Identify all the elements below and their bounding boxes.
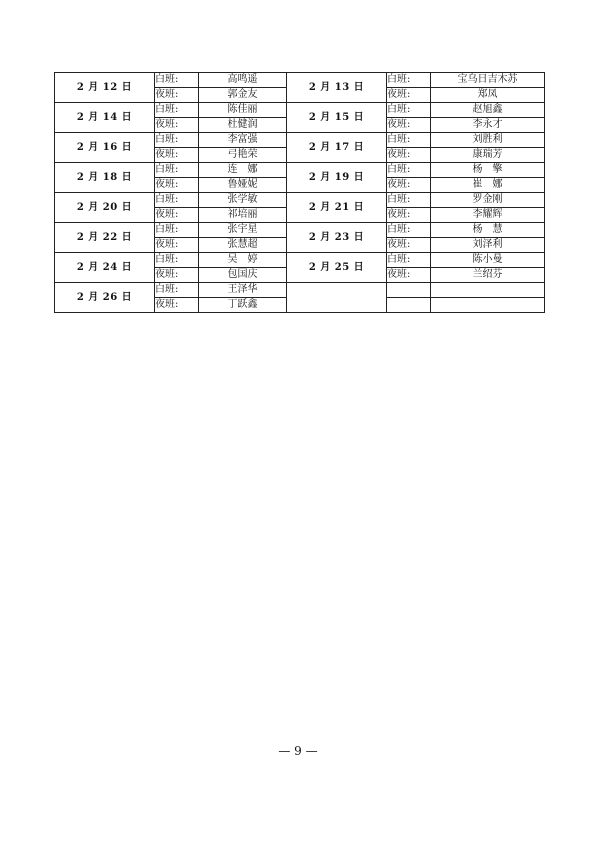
day-shift-name: 杨 慧 <box>431 223 545 238</box>
day-shift-name: 高鸣遥 <box>199 73 287 88</box>
night-shift-name: 弓艳荣 <box>199 148 287 163</box>
day-shift-row <box>55 163 545 178</box>
night-shift-label: 夜班: <box>387 88 431 103</box>
date-cell: 2 月 15 日 <box>287 103 387 133</box>
day-shift-label: 白班: <box>155 103 199 118</box>
day-shift-name: 张宇星 <box>199 223 287 238</box>
duty-roster-table <box>54 72 545 313</box>
night-shift-name: 张慧超 <box>199 238 287 253</box>
day-shift-label: 白班: <box>387 133 431 148</box>
date-cell: 2 月 14 日 <box>55 103 155 133</box>
date-cell: 2 月 22 日 <box>55 223 155 253</box>
day-shift-name: 刘胜利 <box>431 133 545 148</box>
night-shift-label: 夜班: <box>155 298 199 313</box>
night-shift-label: 夜班: <box>387 148 431 163</box>
day-shift-label: 白班: <box>387 193 431 208</box>
night-shift-label: 夜班: <box>155 238 199 253</box>
night-shift-label: 夜班: <box>387 268 431 283</box>
day-shift-row <box>55 103 545 118</box>
night-shift-name: 兰绍芬 <box>431 268 545 283</box>
day-shift-row <box>55 193 545 208</box>
date-cell: 2 月 25 日 <box>287 253 387 283</box>
night-shift-name: 李耀辉 <box>431 208 545 223</box>
night-shift-name: 刘泽利 <box>431 238 545 253</box>
date-cell: 2 月 16 日 <box>55 133 155 163</box>
empty-shift-label <box>387 283 431 298</box>
date-cell: 2 月 13 日 <box>287 73 387 103</box>
empty-date-cell <box>287 283 387 313</box>
date-cell: 2 月 18 日 <box>55 163 155 193</box>
day-shift-name: 杨 擎 <box>431 163 545 178</box>
day-shift-label: 白班: <box>155 73 199 88</box>
day-shift-row <box>55 283 545 298</box>
date-cell: 2 月 20 日 <box>55 193 155 223</box>
day-shift-label: 白班: <box>155 223 199 238</box>
day-shift-label: 白班: <box>155 133 199 148</box>
day-shift-label: 白班: <box>387 223 431 238</box>
night-shift-label: 夜班: <box>387 238 431 253</box>
date-cell: 2 月 17 日 <box>287 133 387 163</box>
day-shift-label: 白班: <box>387 163 431 178</box>
night-shift-name: 李永才 <box>431 118 545 133</box>
day-shift-name: 罗金刚 <box>431 193 545 208</box>
day-shift-label: 白班: <box>155 163 199 178</box>
empty-shift-name <box>431 298 545 313</box>
day-shift-label: 白班: <box>387 73 431 88</box>
day-shift-label: 白班: <box>155 283 199 298</box>
date-cell: 2 月 19 日 <box>287 163 387 193</box>
date-cell: 2 月 23 日 <box>287 223 387 253</box>
date-cell: 2 月 12 日 <box>55 73 155 103</box>
night-shift-label: 夜班: <box>387 118 431 133</box>
day-shift-name: 赵旭鑫 <box>431 103 545 118</box>
night-shift-name: 康瑞芳 <box>431 148 545 163</box>
night-shift-name: 鲁娅妮 <box>199 178 287 193</box>
day-shift-label: 白班: <box>387 253 431 268</box>
empty-shift-name <box>431 283 545 298</box>
date-cell: 2 月 24 日 <box>55 253 155 283</box>
date-cell: 2 月 21 日 <box>287 193 387 223</box>
empty-shift-label <box>387 298 431 313</box>
night-shift-label: 夜班: <box>155 148 199 163</box>
night-shift-label: 夜班: <box>155 118 199 133</box>
night-shift-label: 夜班: <box>155 268 199 283</box>
day-shift-name: 宝乌日吉木苏 <box>431 73 545 88</box>
night-shift-name: 杜健润 <box>199 118 287 133</box>
day-shift-name: 王泽华 <box>199 283 287 298</box>
night-shift-label: 夜班: <box>155 208 199 223</box>
day-shift-label: 白班: <box>387 103 431 118</box>
day-shift-row <box>55 73 545 88</box>
page-number: — 9 — <box>278 744 318 758</box>
day-shift-name: 陈佳丽 <box>199 103 287 118</box>
night-shift-name: 丁跃鑫 <box>199 298 287 313</box>
day-shift-row <box>55 223 545 238</box>
night-shift-name: 崔 娜 <box>431 178 545 193</box>
day-shift-name: 吴 婷 <box>199 253 287 268</box>
day-shift-row <box>55 133 545 148</box>
night-shift-label: 夜班: <box>387 208 431 223</box>
night-shift-name: 郭金友 <box>199 88 287 103</box>
day-shift-name: 李富强 <box>199 133 287 148</box>
day-shift-label: 白班: <box>155 193 199 208</box>
day-shift-label: 白班: <box>155 253 199 268</box>
day-shift-row <box>55 253 545 268</box>
day-shift-name: 陈小曼 <box>431 253 545 268</box>
night-shift-name: 郑凤 <box>431 88 545 103</box>
night-shift-name: 祁培丽 <box>199 208 287 223</box>
night-shift-label: 夜班: <box>155 178 199 193</box>
day-shift-name: 连 娜 <box>199 163 287 178</box>
day-shift-name: 张学敏 <box>199 193 287 208</box>
night-shift-name: 包国庆 <box>199 268 287 283</box>
night-shift-label: 夜班: <box>387 178 431 193</box>
night-shift-label: 夜班: <box>155 88 199 103</box>
date-cell: 2 月 26 日 <box>55 283 155 313</box>
